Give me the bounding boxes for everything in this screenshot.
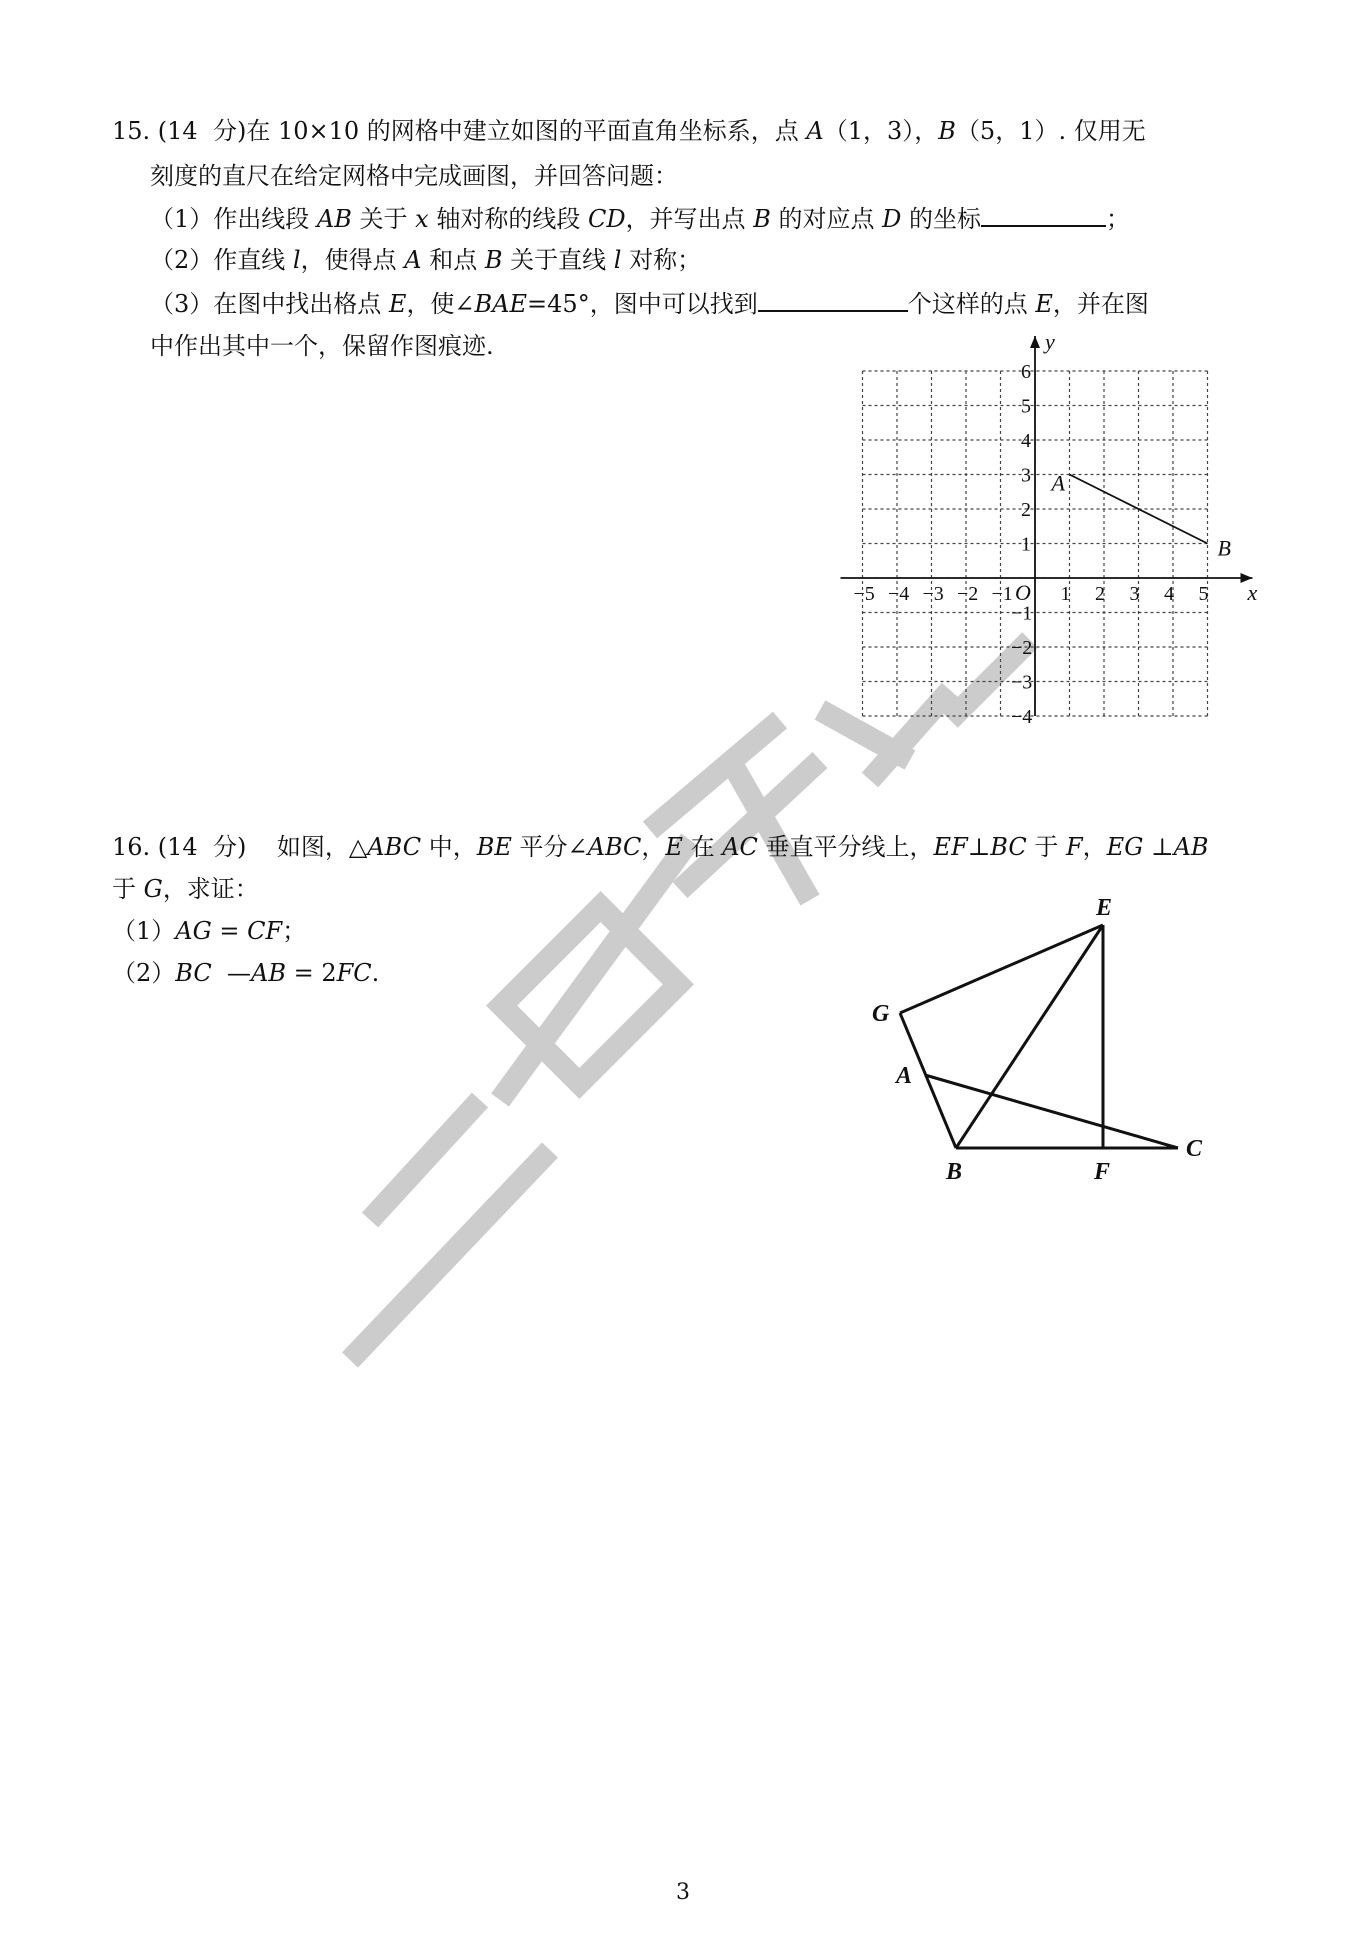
label-A: A xyxy=(896,1063,913,1089)
q16-line-2: 于 G，求证： xyxy=(112,875,259,903)
label-C: C xyxy=(1186,1136,1203,1162)
y-tick-label: 2 xyxy=(1021,499,1031,521)
x-tick-label: −3 xyxy=(922,583,944,605)
y-tick-label: −1 xyxy=(1011,602,1033,625)
x-tick-label: −4 xyxy=(888,583,910,605)
x-tick-label: 5 xyxy=(1198,583,1209,605)
q15-line-4: （2）作直线 l，使得点 A 和点 B 关于直线 l 对称； xyxy=(150,246,702,274)
y-axis-label: y xyxy=(1045,329,1055,354)
answer-blank-2[interactable] xyxy=(758,288,908,312)
q15-line-3: （1）作出线段 AB 关于 x 轴对称的线段 CD，并写出点 B 的对应点 D 的坐标 ； xyxy=(150,205,1130,233)
label-E: E xyxy=(1096,895,1113,921)
y-tick-label: −4 xyxy=(1011,706,1033,728)
q15-line-2: 刻度的直尺在给定网格中完成画图，并回答问题： xyxy=(150,162,678,190)
data-marks xyxy=(1050,471,1231,561)
y-tick-label: −3 xyxy=(1011,671,1033,694)
y-tick-label: 3 xyxy=(1021,464,1031,487)
q16-line-4: （2）BC —AB = 2FC. xyxy=(112,959,380,987)
point-label-B: B xyxy=(1217,535,1231,561)
point-label-A: A xyxy=(1051,470,1065,496)
label-B: B xyxy=(946,1159,963,1185)
coordinate-grid-figure xyxy=(850,330,1290,735)
x-tick-label: −5 xyxy=(853,583,875,605)
label-F: F xyxy=(1094,1159,1111,1185)
y-tick-label: 4 xyxy=(1021,430,1031,452)
q16-line-3: （1）AG = CF； xyxy=(112,917,307,945)
watermark-text: 二中专训 xyxy=(250,592,290,603)
y-tick-label: 1 xyxy=(1021,533,1031,556)
y-tick-label: 5 xyxy=(1021,395,1031,418)
tick-labels xyxy=(854,329,1258,728)
page-number: 3 xyxy=(676,1880,690,1905)
y-tick-label: 6 xyxy=(1021,361,1031,383)
q15-line-6: 中作出其中一个，保留作图痕迹. xyxy=(150,332,494,360)
x-tick-label: 1 xyxy=(1060,583,1071,605)
x-tick-label: 3 xyxy=(1129,583,1140,605)
y-tick-label: −2 xyxy=(1011,637,1033,659)
x-tick-label: −1 xyxy=(991,583,1013,605)
x-axis-label: x xyxy=(1247,580,1258,605)
x-tick-label: −2 xyxy=(957,583,979,605)
label-G: G xyxy=(872,1001,890,1027)
answer-blank-1[interactable] xyxy=(981,203,1106,227)
axes xyxy=(841,336,1253,716)
x-tick-label: 2 xyxy=(1095,583,1105,605)
y-axis-arrow xyxy=(1030,336,1040,348)
origin-label: O xyxy=(1015,580,1031,605)
q16-line-1: 16. (14 分) 如图，△ABC 中，BE 平分∠ABC，E 在 AC 垂直平分线上，EF⊥BC 于 F，EG ⊥AB xyxy=(112,833,1209,861)
q15-line-1: 15. (14 分)在 10×10 的网格中建立如图的平面直角坐标系，点 A（1，3），B（5，1）. 仅用无 xyxy=(112,117,1146,145)
q15-line-5: （3）在图中找出格点 E，使∠BAE=45°，图中可以找到 个这样的点 E，并在图 xyxy=(150,290,1149,318)
triangle-figure xyxy=(860,885,1220,1195)
x-tick-label: 4 xyxy=(1164,583,1174,605)
